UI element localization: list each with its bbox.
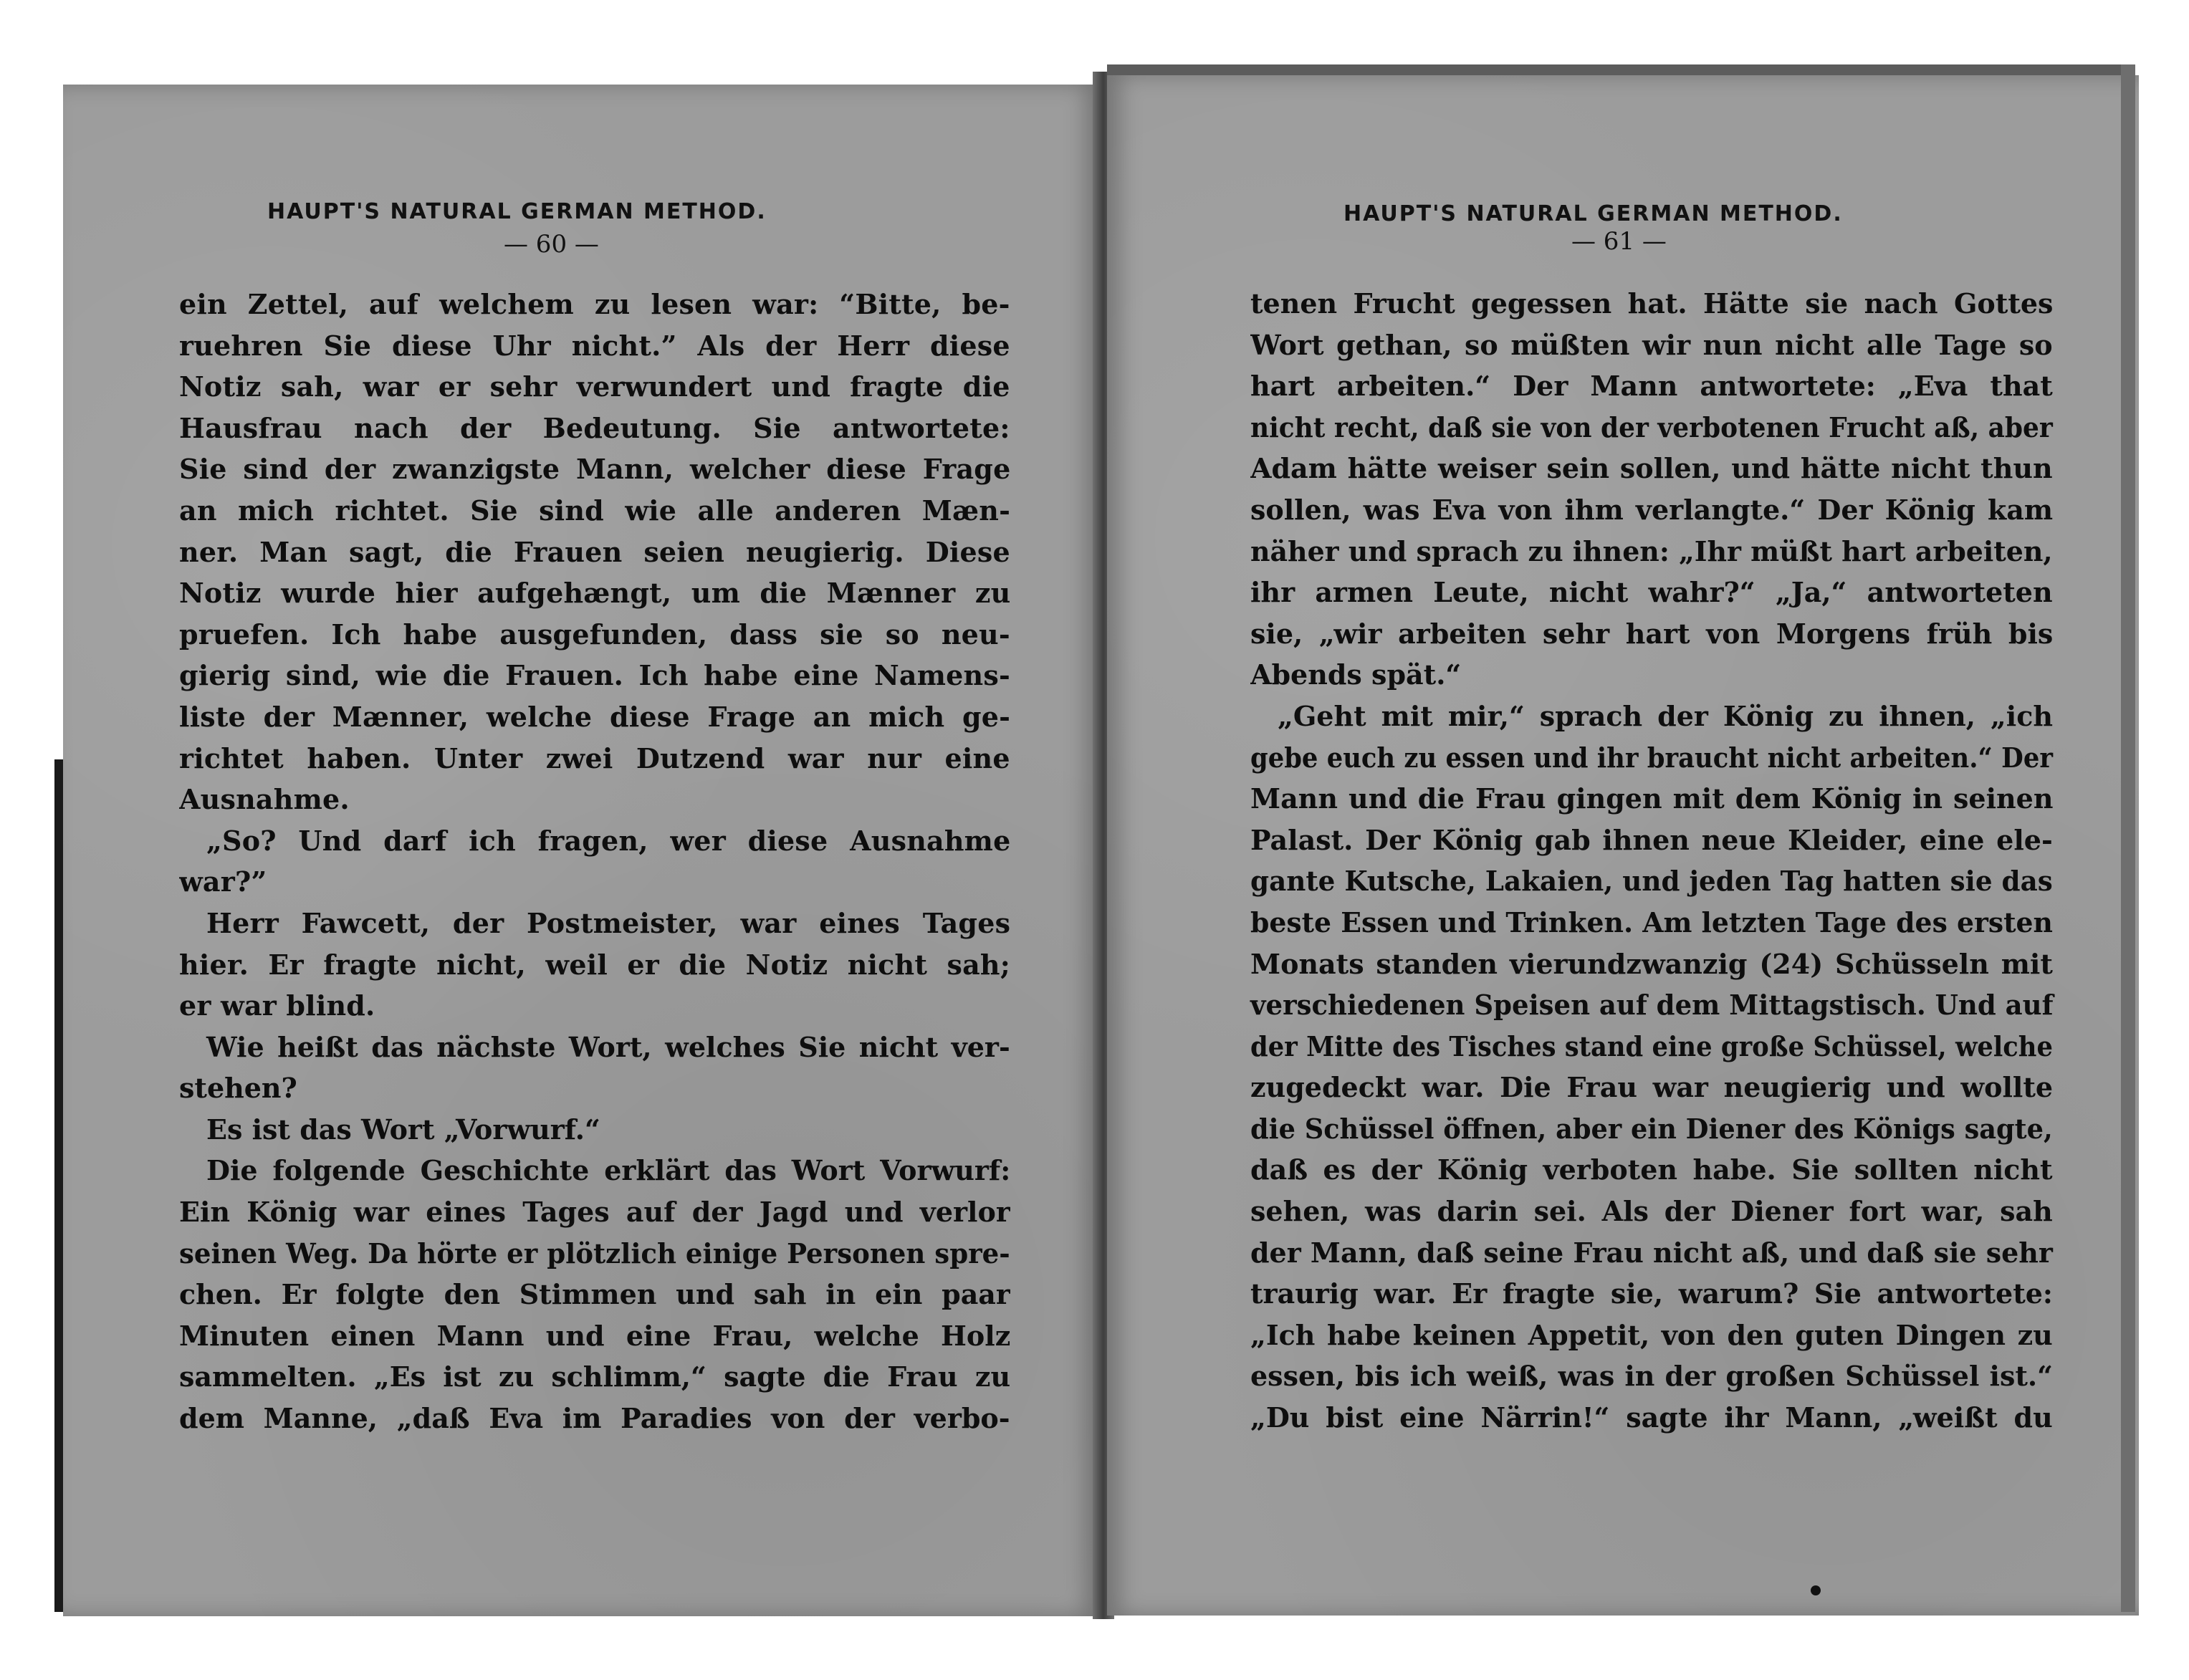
text-line: verschiedenen Speisen auf dem Mittagstisch. Und auf [1250,989,2054,1022]
text-line: gierig sind, wie die Frauen. Ich habe eine Namens- [179,659,1010,692]
text-line: er war blind. [179,989,375,1022]
left-page [63,85,1098,1616]
left-running-head: HAUPT'S NATURAL GERMAN METHOD. [267,199,767,224]
text-line: Hausfrau nach der Bedeutung. Sie antwortete: [179,411,1010,444]
text-line: sie, „wir arbeiten sehr hart von Morgens früh bis [1250,617,2053,650]
text-line: richtet haben. Unter zwei Dutzend war nur eine [179,741,1010,774]
text-line: „Du bist eine Närrin!“ sagte ihr Mann, „weißt du [1250,1401,2053,1434]
text-line: Ein König war eines Tages auf der Jagd und verlor [179,1196,1010,1229]
text-line: sehen, was darin sei. Als der Diener fort war, sah [1250,1195,2053,1228]
text-line: Die folgende Geschichte erklärt das Wort Vorwurf: [206,1154,1010,1187]
text-line: traurig war. Er fragte sie, warum? Sie antwortete: [1250,1277,2053,1310]
text-line: Ausnahme. [179,783,350,816]
text-line: seinen Weg. Da hörte er plötzlich einige Personen spre- [179,1237,1010,1269]
text-line: Minuten einen Mann und eine Frau, welche Holz [179,1319,1010,1352]
left-page-number: — 60 — [504,230,599,259]
text-line: gante Kutsche, Lakaien, und jeden Tag hatten sie das [1250,865,2053,898]
text-line: an mich richtet. Sie sind wie alle anderen Mæn- [179,494,1010,527]
text-line: gebe euch zu essen und ihr braucht nicht arbeiten.“ Der [1250,741,2053,774]
text-line: Adam hätte weiser sein sollen, und hätte nicht thun [1250,452,2053,485]
text-line: hart arbeiten.“ Der Mann antwortete: „Eva that [1250,370,2053,403]
text-line: beste Essen und Trinken. Am letzten Tage des ersten [1250,906,2053,939]
text-line: tenen Frucht gegessen hat. Hätte sie nach Gottes [1250,287,2053,320]
text-line: Sie sind der zwanzigste Mann, welcher diese Frage [179,453,1010,486]
text-line: Es ist das Wort „Vorwurf.“ [206,1113,600,1146]
text-line: ein Zettel, auf welchem zu lesen war: “Bitte, be- [179,288,1010,320]
right-page-text [1250,283,2053,1439]
text-line: Notiz wurde hier aufgehængt, um die Mænner zu [179,577,1010,610]
text-line: ner. Man sagt, die Frauen seien neugierig. Diese [179,535,1010,568]
right-running-head: HAUPT'S NATURAL GERMAN METHOD. [1343,201,1843,226]
text-line: stehen? [179,1072,297,1105]
text-line: liste der Mænner, welche diese Frage an mich ge- [179,700,1010,733]
text-line: „Ich habe keinen Appetit, von den guten Dingen zu [1250,1318,2053,1351]
text-line: Herr Fawcett, der Postmeister, war eines Tages [206,906,1010,939]
text-line: dem Manne, „daß Eva im Paradies von der verbo- [179,1402,1010,1435]
text-line: Palast. Der König gab ihnen neue Kleider, eine ele- [1250,823,2053,856]
text-line: daß es der König verboten habe. Sie sollten nicht [1250,1153,2053,1186]
right-page-edge [2121,64,2135,1612]
text-line: nicht recht, daß sie von der verbotenen Frucht aß, aber [1250,411,2053,443]
text-line: essen, bis ich weiß, was in der großen Schüssel ist.“ [1250,1360,2053,1393]
text-line: chen. Er folgte den Stimmen und sah in ein paar [179,1278,1010,1311]
text-line: pruefen. Ich habe ausgefunden, dass sie so neu- [179,618,1010,651]
text-line: sammelten. „Es ist zu schlimm,“ sagte die Frau zu [179,1360,1010,1393]
text-line: Wort gethan, so müßten wir nun nicht alle Tage so [1250,328,2053,361]
text-line: „Geht mit mir,“ sprach der König zu ihnen, „ich [1278,699,2053,732]
text-line: ruehren Sie diese Uhr nicht.” Als der Herr diese [179,329,1010,362]
right-page-number: — 61 — [1571,227,1667,256]
text-line: die Schüssel öffnen, aber ein Diener des Königs sagte, [1250,1112,2053,1145]
text-line: Mann und die Frau gingen mit dem König in seinen [1250,782,2053,815]
text-line: Wie heißt das nächste Wort, welches Sie nicht ver- [206,1030,1010,1063]
text-line: ihr armen Leute, nicht wahr?“ „Ja,“ antworteten [1250,576,2053,609]
text-line: zugedeckt war. Die Frau war neugierig und wollte [1250,1071,2053,1104]
text-line: Notiz sah, war er sehr verwundert und fragte die [179,370,1010,403]
text-line: „So? Und darf ich fragen, wer diese Ausnahme [206,824,1010,857]
right-page [1107,75,2139,1616]
text-line: Abends spät.“ [1250,658,1462,691]
text-line: Monats standen vierundzwanzig (24) Schüsseln mit [1250,947,2053,980]
ink-spot [1811,1585,1821,1595]
text-line: näher und sprach zu ihnen: „Ihr müßt hart arbeiten, [1250,534,2053,567]
text-line: der Mann, daß seine Frau nicht aß, und daß sie sehr [1250,1236,2053,1269]
text-line: sollen, was Eva von ihm verlangte.“ Der König kam [1250,493,2053,526]
text-line: hier. Er fragte nicht, weil er die Notiz nicht sah; [179,948,1010,981]
text-line: war?” [179,865,267,898]
left-page-text [179,284,1010,1439]
text-line: der Mitte des Tisches stand eine große Schüssel, welche [1250,1029,2053,1062]
